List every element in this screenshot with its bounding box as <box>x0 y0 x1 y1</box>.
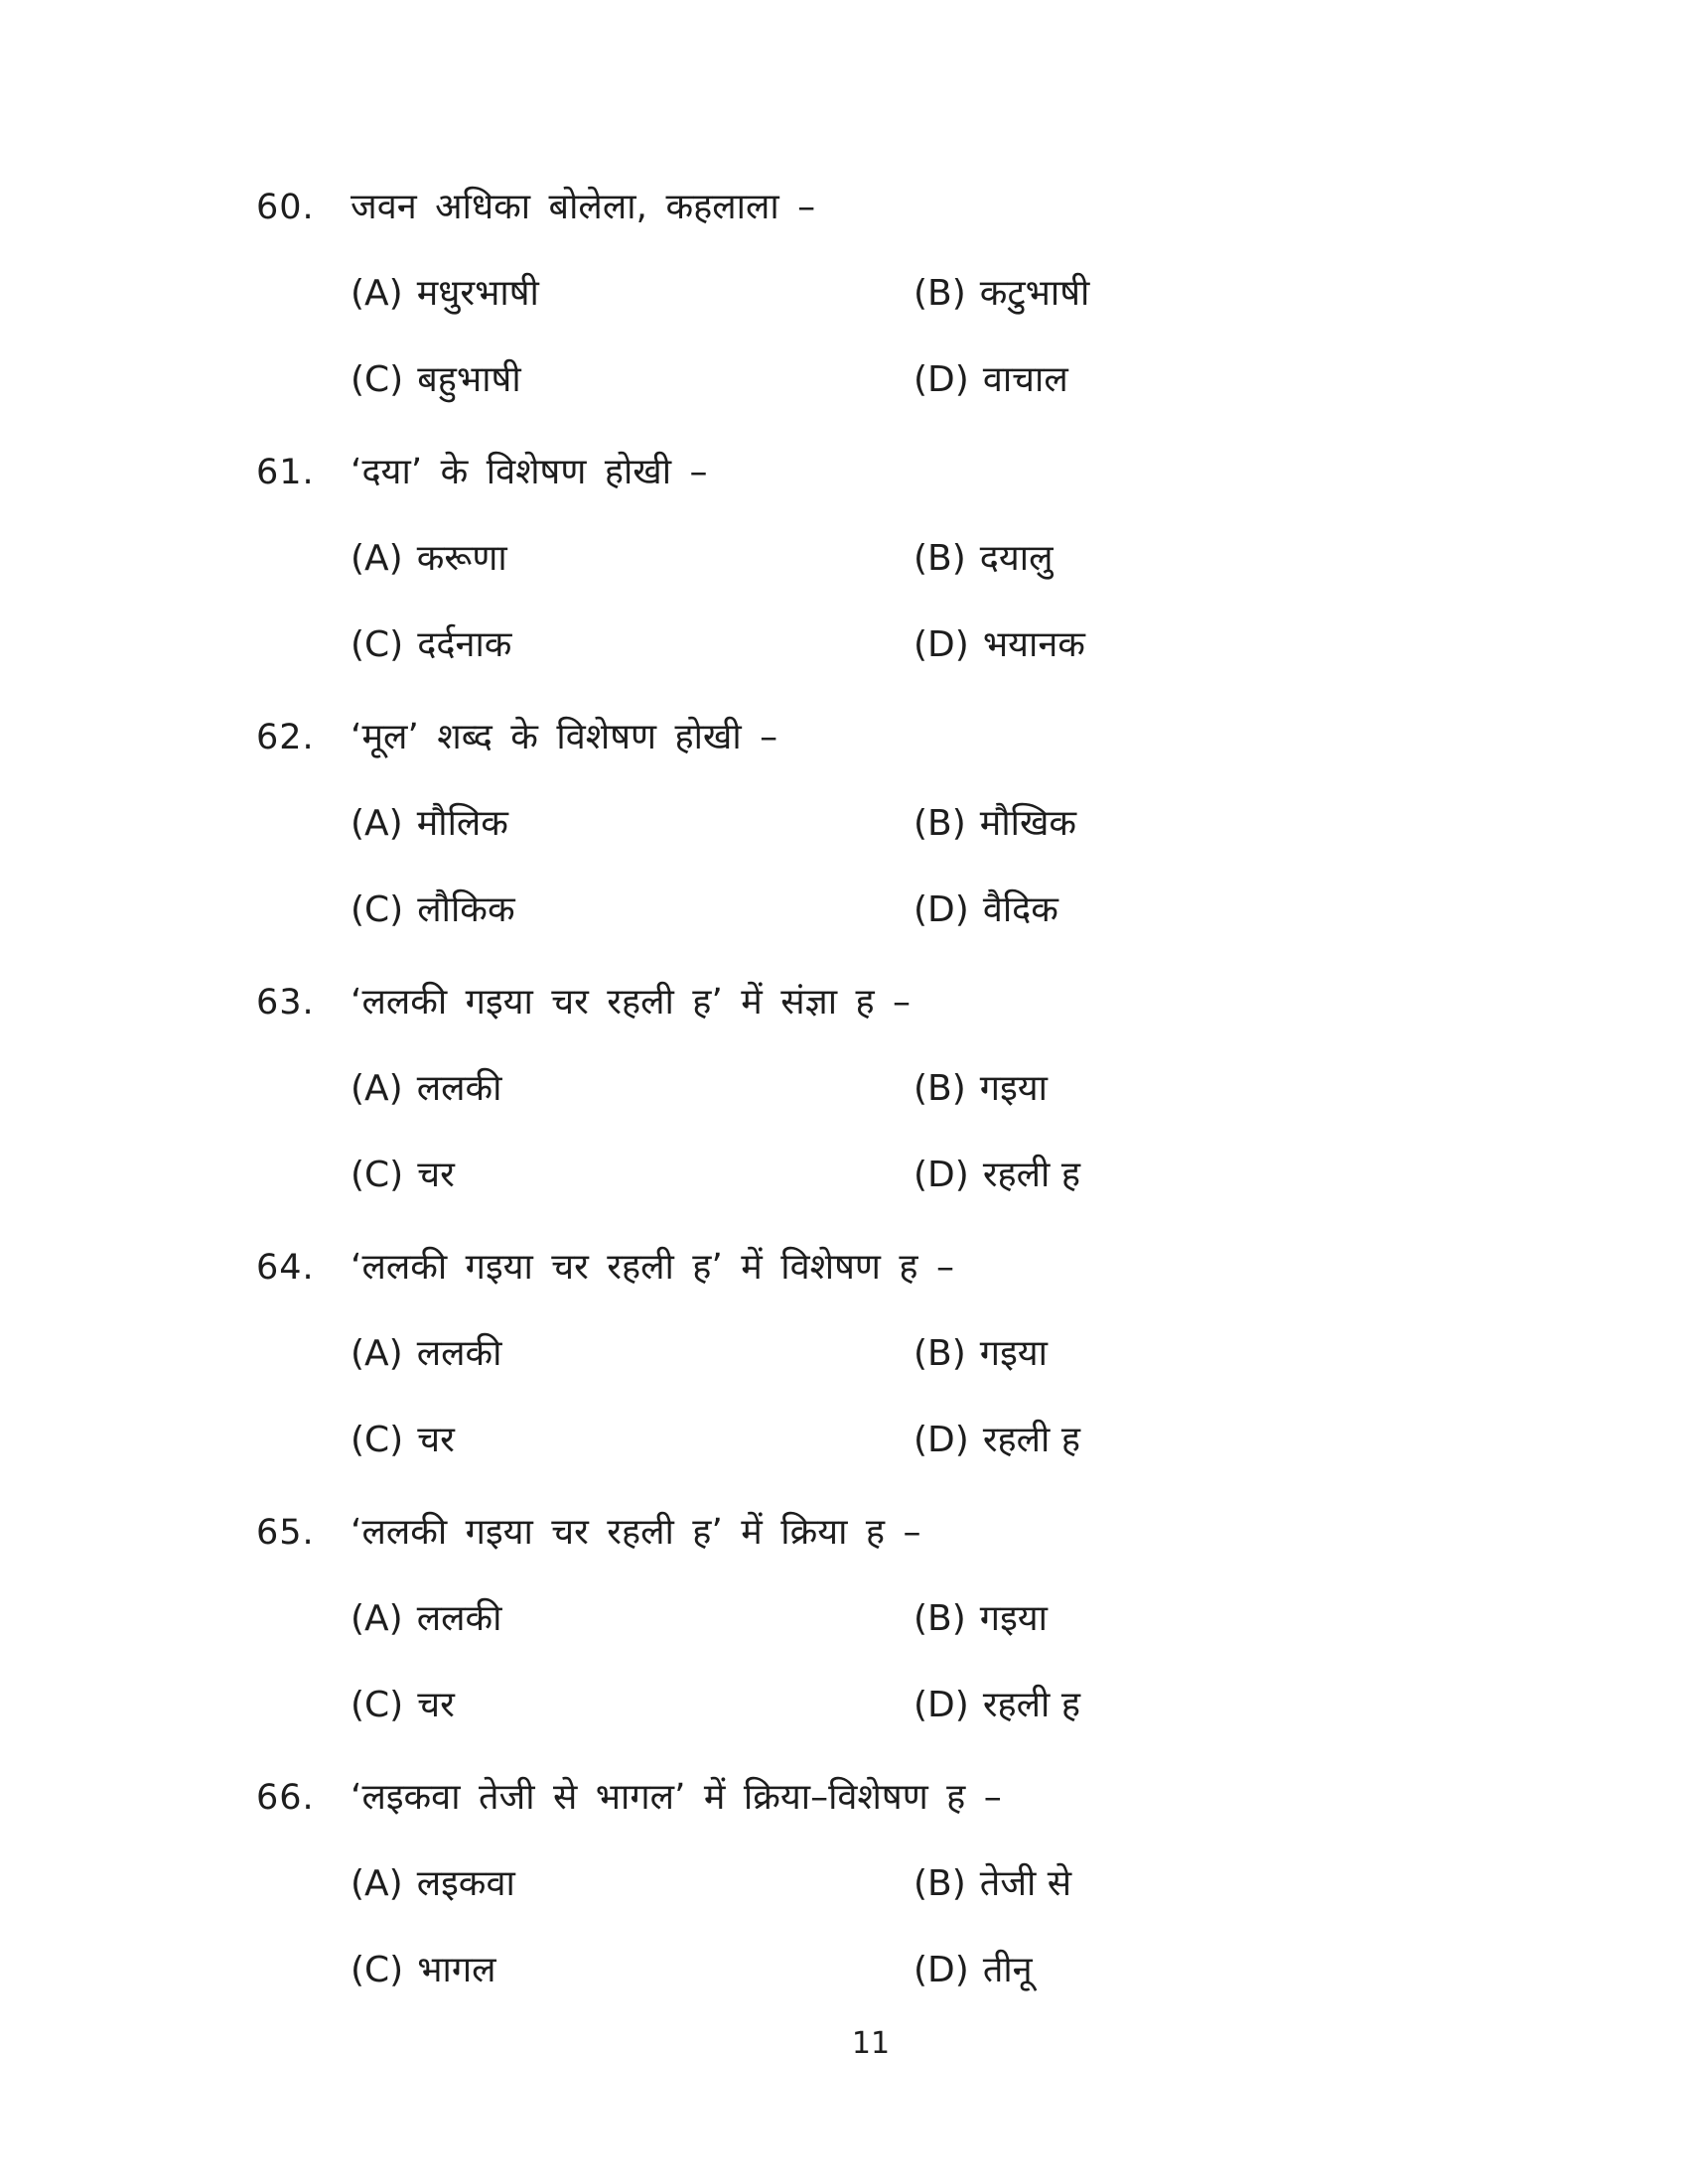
question-60 <box>0 185 1688 403</box>
option-label: (B) <box>914 273 966 314</box>
option-text: रहली ह <box>982 1420 1080 1460</box>
option-label: (C) <box>351 889 404 930</box>
option-text: कटुभाषी <box>979 273 1090 314</box>
question-text: ‘ललकी गइया चर रहली ह’ में क्रिया ह – <box>351 1512 921 1553</box>
option-text: मौखिक <box>979 803 1077 844</box>
question-number: 61. <box>256 453 315 492</box>
question-text: ‘दया’ के विशेषण होखी – <box>351 452 708 492</box>
question-number: 63. <box>256 983 315 1023</box>
option-label: (C) <box>351 624 404 665</box>
option-a <box>351 801 914 847</box>
option-c <box>351 357 914 403</box>
option-label: (D) <box>914 1950 969 1990</box>
option-text: मौलिक <box>416 803 508 844</box>
option-label: (B) <box>914 1333 966 1374</box>
option-text: मधुरभाषी <box>416 273 539 314</box>
option-text: ललकी <box>416 1598 502 1639</box>
option-d <box>914 1948 1033 1993</box>
option-label: (D) <box>914 1685 969 1725</box>
option-label: (C) <box>351 1155 404 1195</box>
option-text: गइया <box>979 1598 1048 1639</box>
option-label: (A) <box>351 1863 403 1904</box>
option-text: चर <box>417 1420 455 1460</box>
question-number: 65. <box>256 1513 315 1553</box>
question-text: ‘लइकवा तेजी से भागल’ में क्रिया–विशेषण ह – <box>351 1777 1002 1818</box>
option-text: दयालु <box>979 538 1054 579</box>
option-label: (D) <box>914 1420 969 1460</box>
option-text: चर <box>417 1685 455 1725</box>
option-a <box>351 271 914 317</box>
option-a <box>351 1596 914 1642</box>
option-label: (C) <box>351 359 404 400</box>
option-d <box>914 622 1085 668</box>
question-text: जवन अधिका बोलेला, कहलाला – <box>351 187 816 227</box>
question-number: 64. <box>256 1248 315 1288</box>
option-text: करूणा <box>416 538 507 579</box>
option-label: (D) <box>914 1155 969 1195</box>
option-b <box>914 1066 1048 1112</box>
option-text: रहली ह <box>982 1685 1080 1725</box>
option-b <box>914 536 1054 582</box>
option-c <box>351 1418 914 1463</box>
page-number: 11 <box>851 2026 891 2061</box>
option-d <box>914 1418 1080 1463</box>
question-65 <box>0 1510 1688 1728</box>
option-text: ललकी <box>416 1068 502 1109</box>
option-d <box>914 1153 1080 1198</box>
option-label: (D) <box>914 889 969 930</box>
option-text: भयानक <box>982 624 1085 665</box>
option-c <box>351 622 914 668</box>
option-c <box>351 887 914 933</box>
option-text: ललकी <box>416 1333 502 1374</box>
question-63 <box>0 980 1688 1198</box>
option-d <box>914 1683 1080 1728</box>
question-text: ‘ललकी गइया चर रहली ह’ में विशेषण ह – <box>351 1247 954 1288</box>
question-number: 60. <box>256 188 315 227</box>
option-label: (D) <box>914 624 969 665</box>
option-label: (A) <box>351 273 403 314</box>
option-a <box>351 536 914 582</box>
question-62 <box>0 715 1688 933</box>
option-b <box>914 1331 1048 1377</box>
option-c <box>351 1153 914 1198</box>
option-text: चर <box>417 1155 455 1195</box>
question-text: ‘ललकी गइया चर रहली ह’ में संज्ञा ह – <box>351 982 912 1023</box>
option-label: (C) <box>351 1685 404 1725</box>
option-d <box>914 357 1068 403</box>
option-a <box>351 1066 914 1112</box>
option-b <box>914 1861 1071 1907</box>
option-label: (A) <box>351 1333 403 1374</box>
option-b <box>914 801 1076 847</box>
option-label: (D) <box>914 359 969 400</box>
option-label: (B) <box>914 803 966 844</box>
option-label: (B) <box>914 1863 966 1904</box>
question-64 <box>0 1245 1688 1463</box>
option-c <box>351 1948 914 1993</box>
option-text: दर्दनाक <box>417 624 512 665</box>
option-label: (B) <box>914 1068 966 1109</box>
option-label: (A) <box>351 538 403 579</box>
option-label: (C) <box>351 1950 404 1990</box>
option-text: गइया <box>979 1333 1048 1374</box>
option-text: बहुभाषी <box>417 359 521 400</box>
option-c <box>351 1683 914 1728</box>
option-label: (B) <box>914 1598 966 1639</box>
option-text: वैदिक <box>982 889 1058 930</box>
option-text: तेजी से <box>979 1863 1072 1904</box>
option-text: गइया <box>979 1068 1048 1109</box>
option-a <box>351 1331 914 1377</box>
option-text: तीनू <box>982 1950 1033 1990</box>
option-b <box>914 1596 1048 1642</box>
option-text: रहली ह <box>982 1155 1080 1195</box>
option-a <box>351 1861 914 1907</box>
option-b <box>914 271 1089 317</box>
option-text: भागल <box>417 1950 496 1990</box>
question-number: 62. <box>256 718 315 757</box>
option-d <box>914 887 1058 933</box>
option-label: (A) <box>351 1068 403 1109</box>
option-text: लौकिक <box>417 889 515 930</box>
question-66 <box>0 1775 1688 1993</box>
option-label: (A) <box>351 1598 403 1639</box>
option-text: वाचाल <box>982 359 1068 400</box>
option-label: (B) <box>914 538 966 579</box>
question-61 <box>0 450 1688 668</box>
question-number: 66. <box>256 1778 315 1818</box>
option-text: लइकवा <box>416 1863 515 1904</box>
option-label: (C) <box>351 1420 404 1460</box>
option-label: (A) <box>351 803 403 844</box>
question-text: ‘मूल’ शब्द के विशेषण होखी – <box>351 717 778 757</box>
